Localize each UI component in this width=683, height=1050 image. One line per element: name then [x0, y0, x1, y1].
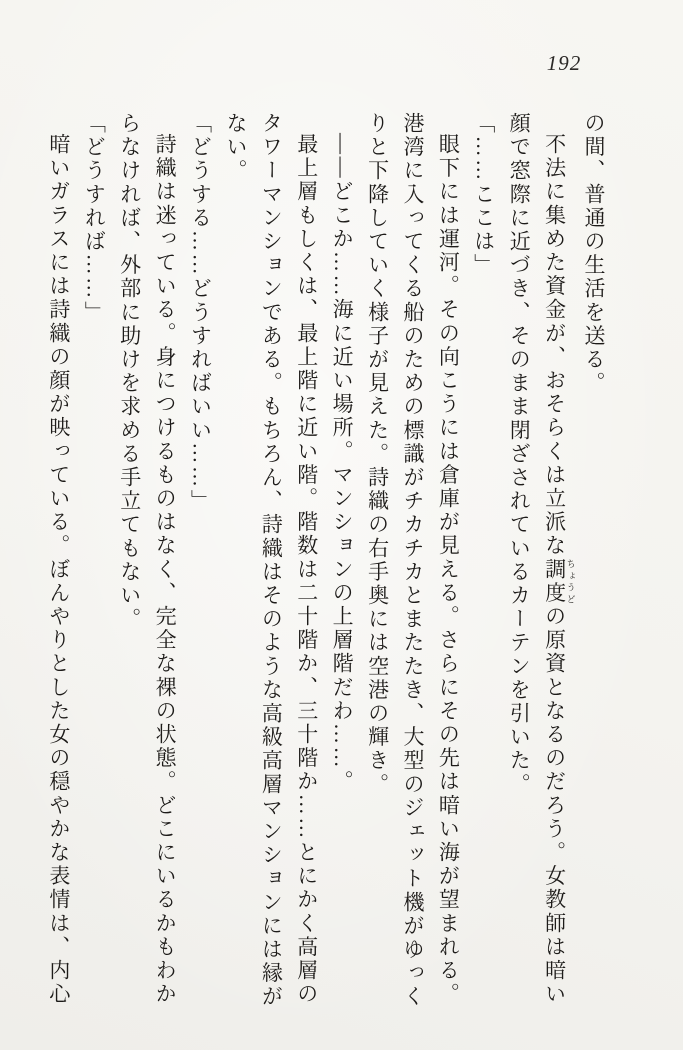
page-number: 192	[546, 51, 582, 75]
paragraph: の間、普通の生活を送る。	[582, 112, 606, 396]
page-text	[43, 112, 611, 1014]
paragraph: 「どうすれば……」	[82, 112, 107, 325]
paragraph: 暗いガラスには詩織の顔が映っている。ぼんやりとした女の穏やかな表情は、内心	[46, 133, 71, 1007]
paragraph: 詩織は迷っている。身につけるものはなく、完全な裸の状態。どこにいるかもわからなければ、外部に助けを求める手立てもない。	[117, 112, 178, 1007]
paragraph: 「どうする……どうすればいい……」	[188, 112, 213, 514]
paragraph: ――どこか……海に近い場所。マンションの上層階だわ……。	[330, 133, 355, 794]
paragraph: 眼下には運河。その向こうには倉庫が見える。さらにその先は暗い海が望まれる。港湾に入ってくる船のための標識がチカチカとまたたき、大型のジェット機がゆっくりと下降していく様子が見えた。詩織の右手奥には空港の輝き。	[365, 112, 461, 1009]
paragraph: 不法に集めた資金が、おそらくは立派な調度 ちょうどの原資となるのだろう。女教師は暗い顔で窓際に近づき、そのまま閉ざされているカーテンを引いた。	[507, 112, 576, 1007]
paragraph: 最上層もしくは、最上階に近い階。階数は二十階か、三十階か……とにかく高層のタワーマンションである。もちろん、詩織はそのような高級高層マンションには縁がない。	[223, 112, 319, 1009]
paragraph: 「……ここは」	[471, 112, 496, 278]
ruby-annotated-word: 調度 ちょうど	[542, 557, 576, 606]
